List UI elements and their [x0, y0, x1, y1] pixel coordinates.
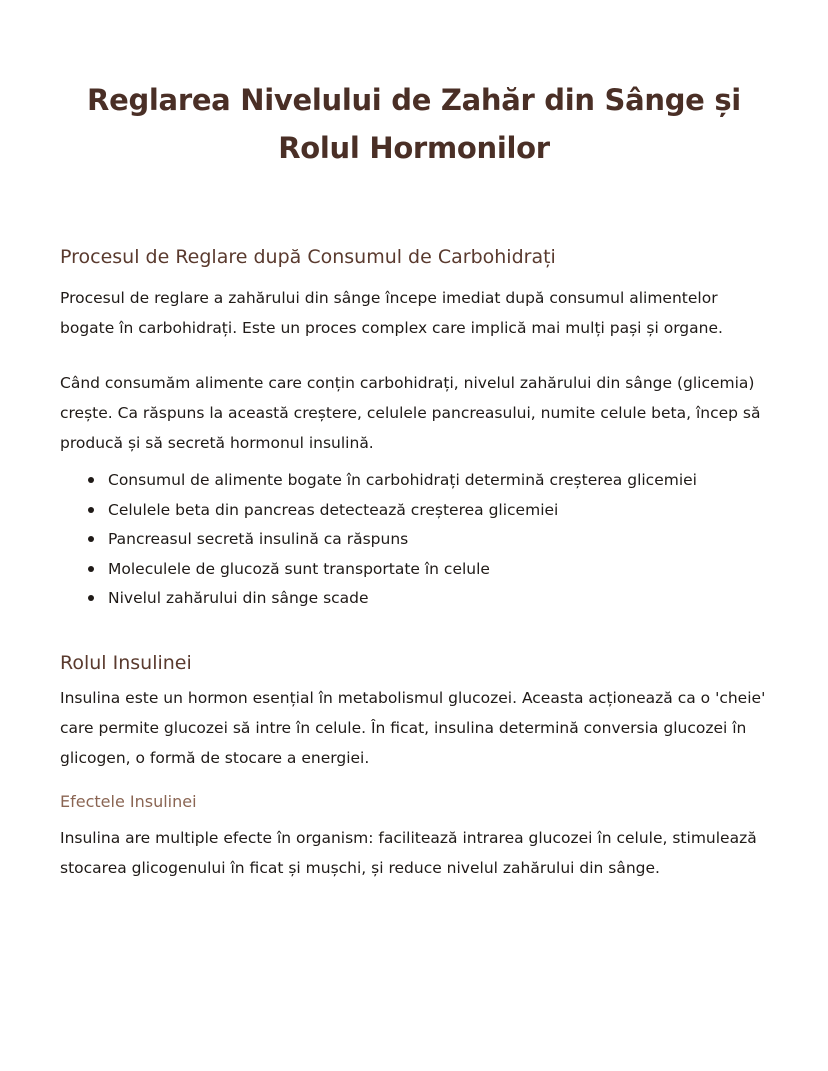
bullet-icon [88, 536, 94, 542]
page-title: Reglarea Nivelului de Zahăr din Sânge și Rolul Hormonilor [87, 83, 741, 165]
bullet-icon [88, 566, 94, 572]
list-item: Nivelul zahărului din sânge scade [60, 584, 772, 614]
section-heading-reglare: Procesul de Reglare după Consumul de Carbohidrați [60, 246, 556, 268]
steps-list [60, 466, 772, 614]
paragraph-efecte-insulinei: Insulina are multiple efecte în organism: facilitează intrarea glucozei în celule, stimulează stocarea glicogenului în ficat și mușchi, și reduce nivelul zahărului din sânge. [60, 829, 757, 877]
paragraph-reglare-intro: Procesul de reglare a zahărului din sânge începe imediat după consumul alimentelor bogate în carbohidrați. Este un proces complex care implică mai mulți pași și organe. [60, 289, 723, 337]
paragraph-rolul-insulinei: Insulina este un hormon esențial în metabolismul glucozei. Aceasta acționează ca o 'cheie' care permite glucozei să intre în celule. În ficat, insulina determină conversia glucozei în glicogen, o formă de stocare a energiei. [60, 689, 766, 767]
section-heading-insulina: Rolul Insulinei [60, 652, 192, 674]
list-item: Consumul de alimente bogate în carbohidrați determină creșterea glicemiei [60, 466, 772, 496]
list-item: Pancreasul secretă insulină ca răspuns [60, 525, 772, 555]
subsection-heading-efecte: Efectele Insulinei [60, 792, 197, 811]
list-item: Celulele beta din pancreas detectează creșterea glicemiei [60, 496, 772, 526]
bullet-icon [88, 507, 94, 513]
paragraph-reglare-detalii: Când consumăm alimente care conțin carbohidrați, nivelul zahărului din sânge (glicemia) crește. Ca răspuns la această creștere, celulele pancreasului, numite celule beta, încep să producă și să secretă hormonul insulină. [60, 374, 761, 452]
bullet-icon [88, 595, 94, 601]
list-item: Moleculele de glucoză sunt transportate în celule [60, 555, 772, 585]
bullet-icon [88, 477, 94, 483]
